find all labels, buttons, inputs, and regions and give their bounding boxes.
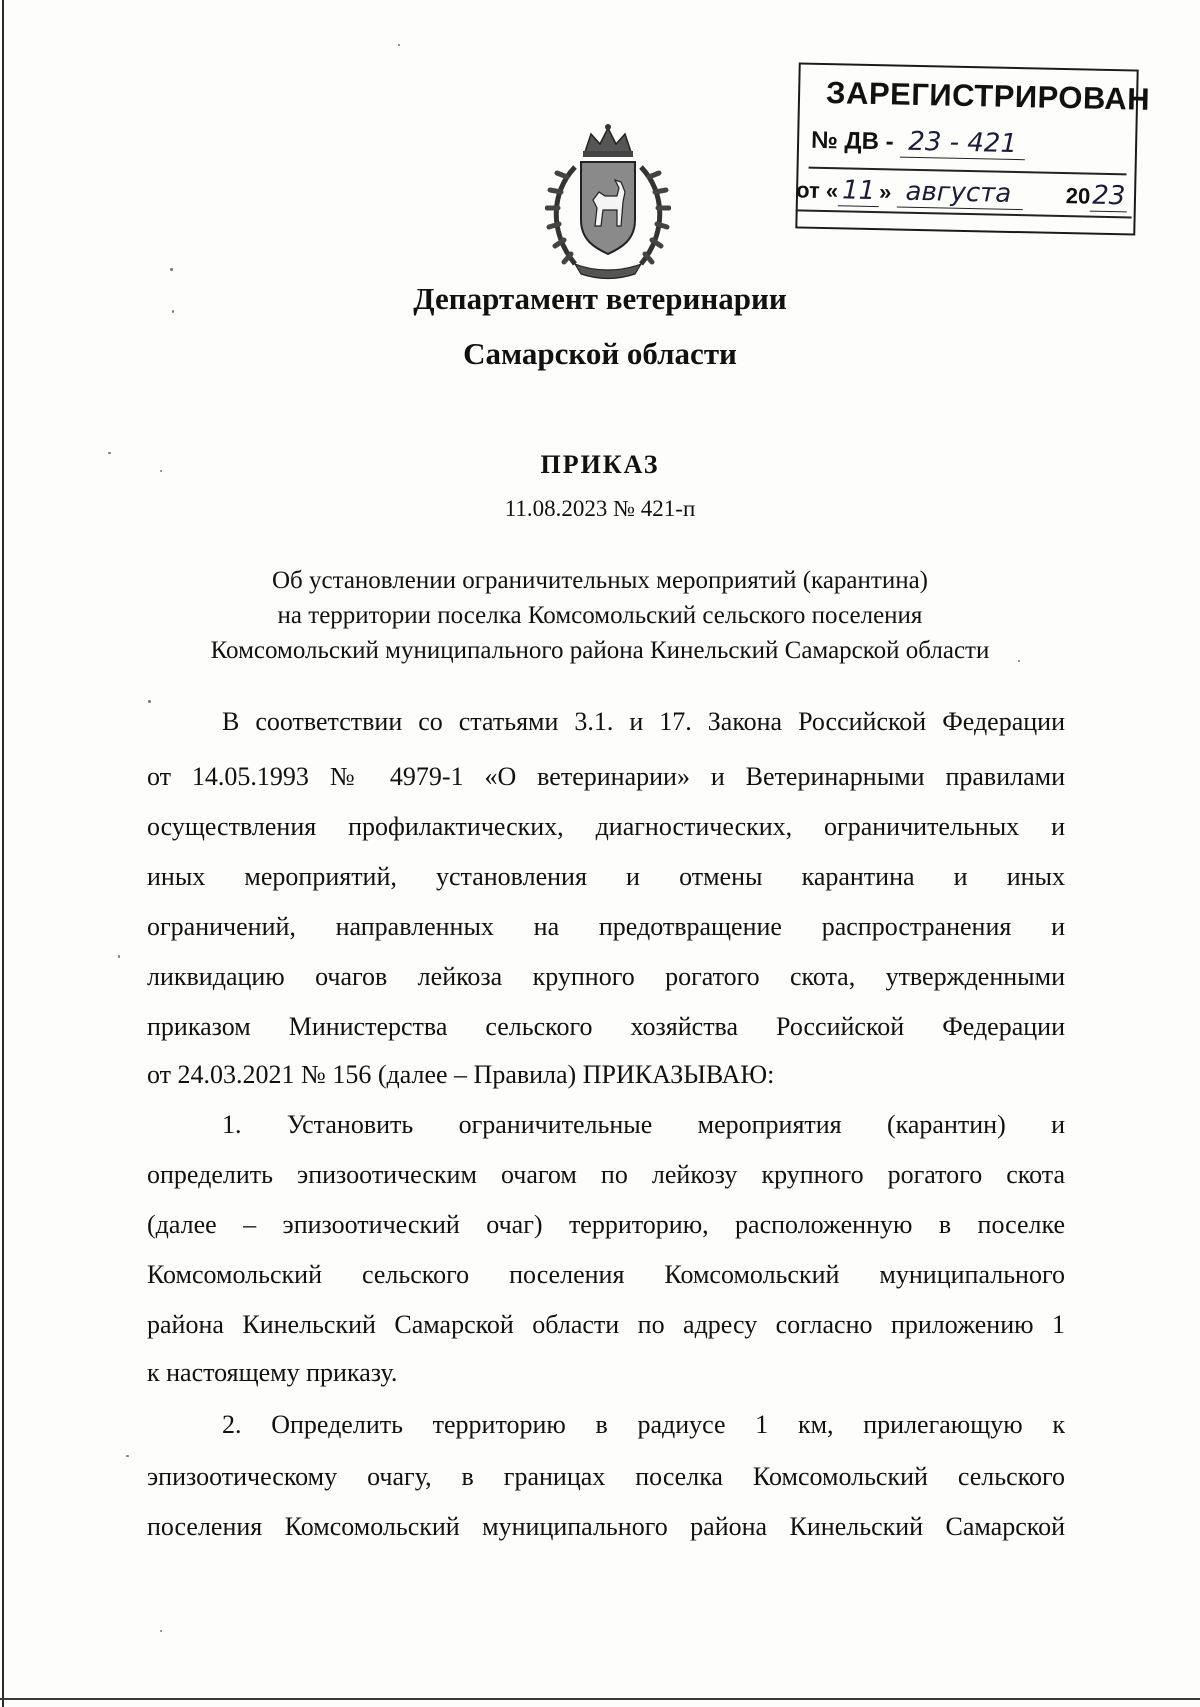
body-text-line: от 14.05.1993 № 4979-1 «О ветеринарии» и Ветеринарными правилами (147, 762, 1065, 791)
stamp-date-day-handwritten: 11 (838, 175, 880, 207)
body-text-line: 1. Установить ограничительные мероприятия (карантин) и (222, 1110, 1065, 1139)
subject-line: на территории поселка Комсомольский сельского поселения (277, 602, 923, 629)
scan-speckle (118, 955, 120, 958)
stamp-year-prefix: 20 (1065, 183, 1091, 209)
body-text-line: района Кинельский Самарской области по адресу согласно приложению 1 (147, 1310, 1065, 1339)
body-text-line: осуществления профилактических, диагностических, ограничительных и (147, 812, 1065, 841)
scan-speckle (398, 44, 400, 46)
scan-speckle (126, 1455, 129, 1457)
body-text-line: Комсомольский сельского поселения Комсомольский муниципального (147, 1260, 1065, 1289)
stamp-date-separator: » (878, 179, 892, 205)
body-text-line: к настоящему приказу. (147, 1358, 398, 1387)
document-type-title: ПРИКАЗ (540, 450, 660, 479)
document-date-number: 11.08.2023 № 421-п (504, 496, 696, 521)
body-text-line: поселения Комсомольский муниципального района Кинельский Самарской (147, 1512, 1065, 1541)
body-text-line: определить эпизоотическим очагом по лейкозу крупного рогатого скота (147, 1160, 1065, 1189)
scan-left-edge (2, 0, 4, 1707)
subject-line: Комсомольский муниципального района Кинельский Самарской области (210, 637, 990, 664)
body-text-line: от 24.03.2021 № 156 (далее – Правила) ПРИКАЗЫВАЮ: (147, 1060, 775, 1089)
samara-coat-of-arms-icon (545, 122, 671, 282)
body-text-line: (далее – эпизоотический очаг) территорию, расположенную в поселке (147, 1210, 1065, 1239)
stamp-number-handwritten: 23 - 421 (900, 127, 1025, 161)
body-text-line: В соответствии со статьями 3.1. и 17. Закона Российской Федерации (222, 707, 1065, 736)
scan-bottom-edge (0, 1698, 1200, 1700)
scan-speckle (148, 700, 151, 703)
body-text-line: приказом Министерства сельского хозяйства Российской Федерации (147, 1012, 1065, 1041)
body-text-line: иных мероприятий, установления и отмены карантина и иных (147, 862, 1065, 891)
org-name-line-1: Департамент ветеринарии (413, 281, 787, 316)
stamp-date-prefix: от « (795, 177, 839, 204)
registration-stamp (795, 62, 1151, 235)
stamp-number-line (811, 125, 1025, 160)
stamp-date-month-handwritten: августа (897, 177, 1024, 211)
body-text-line: эпизоотическому очагу, в границах поселка Комсомольский сельского (147, 1462, 1065, 1491)
body-text-line: ликвидацию очагов лейкоза крупного рогатого скота, утвержденными (147, 962, 1065, 991)
body-text-line: 2. Определить территорию в радиусе 1 км, прилегающую к (222, 1410, 1065, 1439)
body-text-line: ограничений, направленных на предотвращение распространения и (147, 912, 1065, 941)
org-name-line-2: Самарской области (463, 336, 737, 371)
stamp-title: ЗАРЕГИСТРИРОВАН (825, 75, 1151, 117)
scan-speckle (160, 1630, 162, 1632)
coat-of-arms-graphic (545, 122, 671, 282)
stamp-number-prefix: № ДВ - (810, 126, 894, 156)
scan-speckle (170, 268, 173, 271)
stamp-year-handwritten: 23 (1090, 181, 1128, 213)
subject-line: Об установлении ограничительных мероприятий (карантина) (271, 567, 929, 594)
